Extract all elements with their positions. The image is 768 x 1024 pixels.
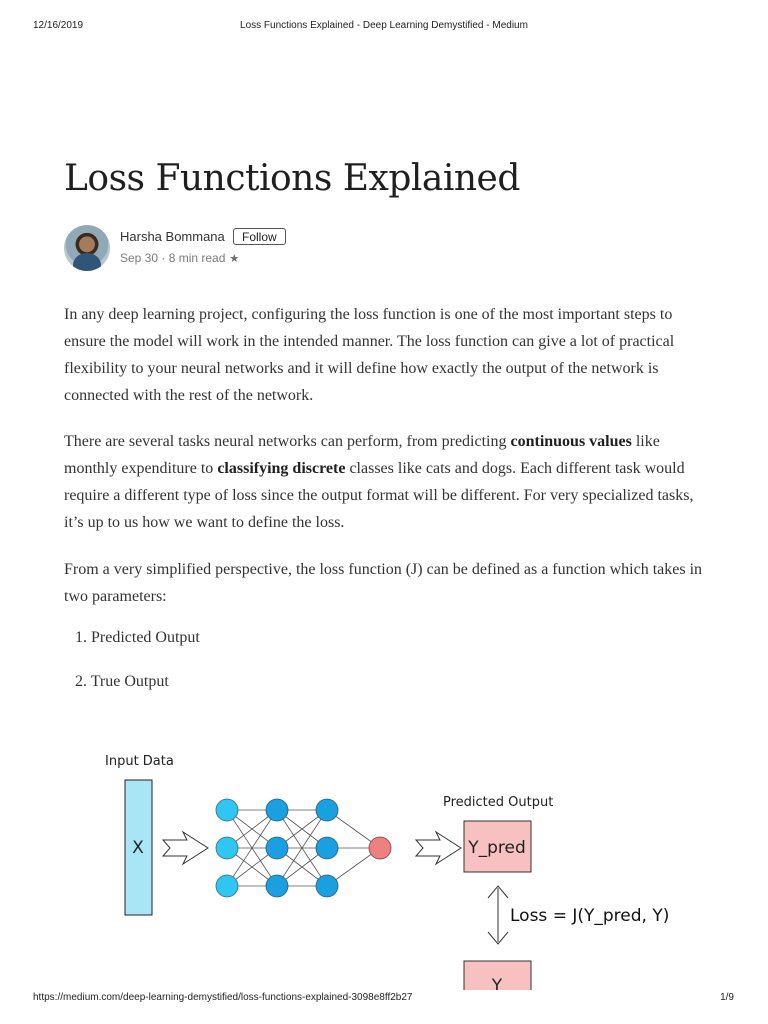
star-icon: ★ <box>229 253 240 265</box>
input-layer-node <box>216 799 238 821</box>
y-pred-label: Y_pred <box>468 838 526 858</box>
text-run: There are several tasks neural networks can perform, from predicting <box>64 433 511 450</box>
hidden-layer-node <box>316 799 338 821</box>
paragraph-intro: In any deep learning project, configuring the loss function is one of the most important steps to ensure the model will work in the intended manner. The loss function can give a lot of practical flexibility to your neural networks and it will define how exactly the output of the network is connected with the rest of the network. <box>64 306 675 404</box>
author-row <box>64 225 464 275</box>
text-run: classes like cats and dogs. Each different task would require a different type of loss since the output format will be different. For very specialized tasks, it’s up to us how we want to define the loss. <box>64 460 694 531</box>
double-arrow-icon <box>488 886 508 944</box>
hidden-layer-node <box>266 799 288 821</box>
list-item: 2. True Output <box>75 673 169 690</box>
network-connections <box>227 810 380 886</box>
paragraph-definition: From a very simplified perspective, the loss function (J) can be defined as a function which takes in two parameters: <box>64 561 703 605</box>
hidden-layer-node <box>316 875 338 897</box>
loss-function-diagram <box>90 745 690 990</box>
predicted-output-label: Predicted Output <box>443 795 554 810</box>
follow-button[interactable]: Follow <box>233 228 286 245</box>
article-meta <box>120 251 239 265</box>
bold-text: continuous values <box>510 433 632 450</box>
hidden-layer-node <box>266 875 288 897</box>
print-date: 12/16/2019 <box>33 20 84 31</box>
author-name[interactable]: Harsha Bommana <box>120 229 225 244</box>
page-number: 1/9 <box>720 992 734 1003</box>
list-item: 1. Predicted Output <box>75 629 200 646</box>
diagram-svg <box>90 745 690 990</box>
arrow-icon <box>163 832 208 864</box>
hidden-layer-node <box>316 837 338 859</box>
print-footer <box>0 991 768 1007</box>
article-title: Loss Functions Explained <box>64 158 520 199</box>
hidden-layer-node <box>266 837 288 859</box>
print-page-title: Loss Functions Explained - Deep Learning Demystified - Medium <box>240 20 528 31</box>
text-run: like monthly expenditure to <box>64 433 660 477</box>
input-layer-node <box>216 837 238 859</box>
x-label: X <box>132 838 144 858</box>
loss-formula: Loss = J(Y_pred, Y) <box>510 906 670 926</box>
print-url: https://medium.com/deep-learning-demystified/loss-functions-explained-3098e8ff2b27 <box>33 992 413 1003</box>
input-layer-node <box>216 875 238 897</box>
author-avatar[interactable] <box>64 225 110 271</box>
output-node <box>369 837 391 859</box>
bold-text: classifying discrete <box>217 460 346 477</box>
y-label: Y <box>491 976 503 990</box>
paragraph-tasks <box>64 428 712 536</box>
input-data-label: Input Data <box>105 754 174 769</box>
arrow-icon <box>416 832 461 864</box>
print-header <box>0 14 768 30</box>
publish-info: Sep 30 · 8 min read <box>120 251 226 265</box>
